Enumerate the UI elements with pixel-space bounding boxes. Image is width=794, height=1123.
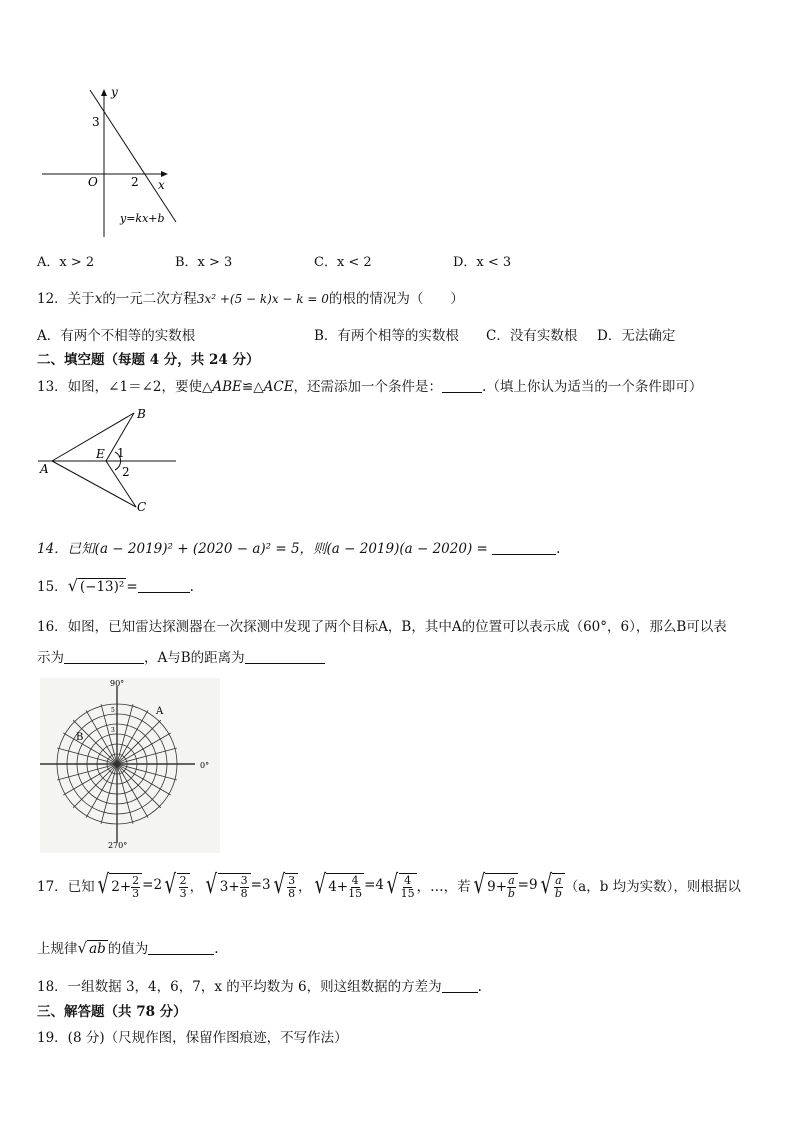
linear-function-graph bbox=[38, 82, 188, 242]
q12-stem: 12．关于x的一元二次方程3x² +(5 − k)x − k = 0的根的情况为（ ） bbox=[37, 291, 464, 307]
radar-90-label: 90° bbox=[110, 679, 125, 688]
function-label: y=kx+b bbox=[120, 212, 165, 225]
q14-stem: 14．已知(a − 2019)² + (2020 − a)² = 5，则(a − 2019)(a − 2020) = . bbox=[37, 541, 561, 557]
q19-stem: 19．(8 分)（尺规作图，保留作图痕迹，不写作法） bbox=[37, 1030, 348, 1046]
q16-line1: 16．如图，已知雷达探测器在一次探测中发现了两个目标A，B，其中A的位置可以表示成（60°，6），那么B可以表 bbox=[37, 619, 727, 635]
q11-option-d: D．x < 3 bbox=[453, 255, 512, 270]
q12-option-d: D．无法确定 bbox=[597, 328, 676, 344]
q11-option-a: A．x > 2 bbox=[37, 255, 95, 270]
x-tick-label: 2 bbox=[131, 175, 139, 189]
q15-answer-blank[interactable] bbox=[138, 579, 190, 593]
radar-point-b: B bbox=[76, 732, 84, 743]
q13-figure bbox=[36, 405, 186, 517]
x-axis-label: x bbox=[158, 178, 165, 192]
q12-option-c: C．没有实数根 bbox=[486, 328, 578, 344]
angle-2-label: 2 bbox=[122, 465, 130, 479]
label-b: B bbox=[137, 407, 146, 421]
q16-line2: 示为 ，A与B的距离为 bbox=[37, 646, 325, 666]
q14-answer-blank[interactable] bbox=[492, 541, 556, 555]
x-axis-arrow bbox=[161, 171, 168, 177]
q11-option-c: C．x < 2 bbox=[314, 255, 372, 270]
origin-label: O bbox=[88, 175, 98, 189]
angle-1-label: 1 bbox=[117, 446, 125, 460]
q11-option-b: B．x > 3 bbox=[175, 255, 233, 270]
y-axis-label: y bbox=[111, 85, 118, 99]
q18-stem: 18．一组数据 3，4，6，7，x 的平均数为 6，则这组数据的方差为 . bbox=[37, 979, 482, 995]
label-c: C bbox=[137, 500, 147, 514]
q13-answer-blank[interactable] bbox=[442, 379, 482, 393]
radar-270-label: 270° bbox=[108, 841, 128, 850]
q16-blank-distance[interactable] bbox=[245, 650, 325, 664]
q16-blank-b-position[interactable] bbox=[64, 650, 144, 664]
label-e: E bbox=[96, 447, 105, 461]
q17-answer-blank[interactable] bbox=[148, 941, 214, 955]
q13-stem: 13．如图，∠1＝∠2，要使△ABE≌△ACE，还需添加一个条件是： .（填上你认为适当的一个条件即可） bbox=[37, 379, 703, 395]
label-a: A bbox=[40, 462, 49, 476]
q12-option-a: A．有两个不相等的实数根 bbox=[37, 328, 196, 344]
function-line bbox=[90, 90, 176, 222]
radar-figure bbox=[40, 678, 220, 853]
q12-option-b: B．有两个相等的实数根 bbox=[314, 328, 459, 344]
q15-stem: 15．√ (−13)² = . bbox=[37, 576, 194, 595]
section2-heading: 二、填空题（每题 4 分，共 24 分） bbox=[37, 352, 260, 368]
q17-line2: 上规律√ ab 的值为 . bbox=[37, 939, 219, 957]
section3-heading: 三、解答题（共 78 分） bbox=[37, 1004, 187, 1020]
radar-ring-5: 5 bbox=[111, 707, 115, 714]
y-tick-label: 3 bbox=[92, 115, 100, 129]
radar-0-label: 0° bbox=[200, 761, 210, 770]
q18-answer-blank[interactable] bbox=[442, 979, 478, 993]
radar-ring-3: 3 bbox=[111, 727, 115, 734]
radar-point-a: A bbox=[156, 706, 164, 717]
y-axis-arrow bbox=[101, 89, 107, 96]
q17-line1: 17．已知 √ 2 + $\frac{2}{3}$ = 2 √ $\frac{2}{3}$ ， √ 3 + $\frac{3}{8}$ = 3 √ $\frac{3}{8}$ ， √ 4 + $\frac{4}{15}$ = 4 √ $\frac{4}{15}$ ，…，若 √ 9 + $\frac{a}{b}$ = 9 √ $\frac{a}{b}$ （a，b 均为实数），则根据以 bbox=[37, 870, 741, 900]
